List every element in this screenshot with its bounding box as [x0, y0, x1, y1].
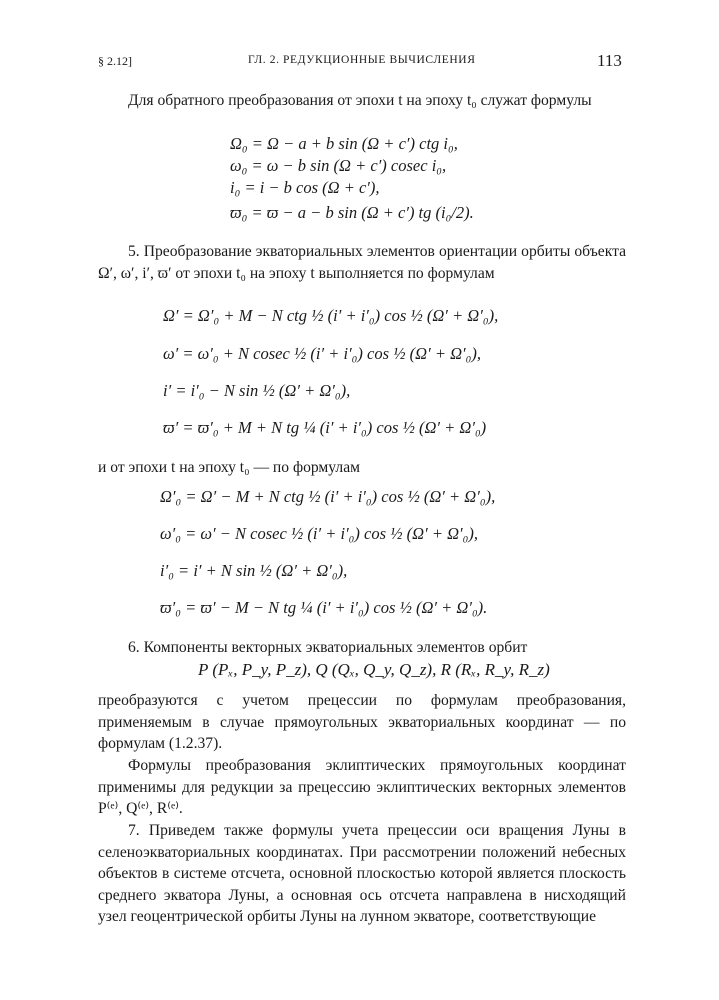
item7-text: 7. Приведем также формулы учета прецессии оси вращения Луны в селеноэкваториальных координатах. При рассмотрении положений небесных объектов в системе отсчета, основной плоскостью которой является плоскость среднего экватора Луны, а основная ось отсчета направлена в нисходящий узел геоцентрической орбиты Луны на лунном экваторе, соответствующие [98, 822, 626, 925]
eq3-3: i′₀ = i′ + N sin ½ (Ω′ + Ω′₀), [160, 561, 348, 580]
intro-paragraph [98, 90, 626, 112]
eq1-1: Ω₀ = Ω − a + b sin (Ω + c′) ctg i₀, [230, 134, 458, 153]
eq3-2: ω′₀ = ω′ − N cosec ½ (i′ + i′₀) cos ½ (Ω′ + Ω′₀), [160, 524, 478, 543]
eq2-3: i′ = i′₀ − N sin ½ (Ω′ + Ω′₀), [163, 381, 351, 400]
reverse-text: и от эпохи t на эпоху t₀ — по формулам [98, 459, 360, 476]
eq3-4: ϖ′₀ = ϖ′ − M − N tg ¼ (i′ + i′₀) cos ½ (Ω′ + Ω′₀). [160, 598, 488, 617]
ecliptic-paragraph [98, 755, 626, 820]
item6-cont-text: преобразуются с учетом прецессии по формулам преобразования, применяемым в случае прямоугольных экваториальных координат — по формулам (1.2.37). [98, 692, 626, 752]
eq2-4: ϖ′ = ϖ′₀ + M + N tg ¼ (i′ + i′₀) cos ½ (Ω′ + Ω′₀) [163, 418, 487, 437]
running-head: ГЛ. 2. РЕДУКЦИОННЫЕ ВЫЧИСЛЕНИЯ [248, 54, 476, 66]
item5-text: 5. Преобразование экваториальных элементов ориентации орбиты объекта Ω′, ω′, i′, ϖ′ от эпохи t₀ на эпоху t выполняется по формулам [98, 243, 626, 282]
reverse-paragraph [98, 457, 626, 479]
ecliptic-text: Формулы преобразования эклиптических прямоугольных координат применимы для редукции за прецессию эклиптических векторных элементов P⁽ᵉ⁾, Q⁽ᵉ⁾, R⁽ᵉ⁾. [98, 757, 626, 817]
intro-text: Для обратного преобразования от эпохи t на эпоху t₀ служат формулы [128, 92, 592, 109]
item7-paragraph [98, 820, 626, 928]
eq1-3: i₀ = i − b cos (Ω + c′), [230, 178, 380, 197]
eq1-4: ϖ₀ = ϖ − a − b sin (Ω + c′) tg (i₀/2). [230, 203, 474, 222]
item6-text: 6. Компоненты векторных экваториальных элементов орбит [128, 639, 528, 656]
item6-continuation [98, 690, 626, 755]
item6-paragraph [98, 637, 626, 659]
eq3-1: Ω′₀ = Ω′ − M + N ctg ½ (i′ + i′₀) cos ½ (Ω′ + Ω′₀), [160, 487, 496, 506]
vectors-line: P (Pₓ, P_y, P_z), Q (Qₓ, Q_y, Q_z), R (Rₓ, R_y, R_z) [198, 660, 550, 679]
eq2-1: Ω′ = Ω′₀ + M − N ctg ½ (i′ + i′₀) cos ½ (Ω′ + Ω′₀), [163, 306, 499, 325]
section-ref: § 2.12] [98, 54, 132, 68]
eq2-2: ω′ = ω′₀ + N cosec ½ (i′ + i′₀) cos ½ (Ω′ + Ω′₀), [163, 344, 481, 363]
item5-paragraph [98, 241, 626, 284]
eq1-2: ω₀ = ω − b sin (Ω + c′) cosec i₀, [230, 156, 447, 175]
page-number: 113 [597, 51, 622, 70]
